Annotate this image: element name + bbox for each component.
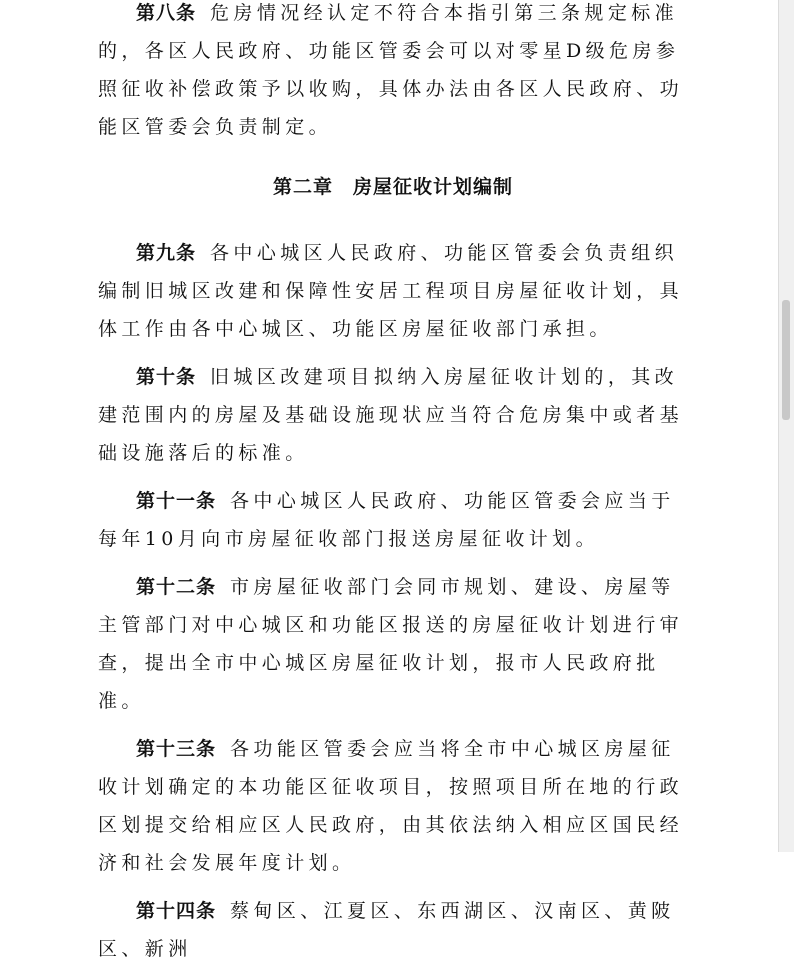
article-text: 蔡甸区、江夏区、东西湖区、汉南区、黄陂区、新洲	[98, 900, 675, 960]
article-text: 市房屋征收部门会同市规划、建设、房屋等主管部门对中心城区和功能区报送的房屋征收计划进行审查，提出全市中心城区房屋征收计划，报市人民政府批准。	[98, 576, 684, 712]
article-text: 各中心城区人民政府、功能区管委会应当于每年10月向市房屋征收部门报送房屋征收计划。	[98, 490, 675, 550]
article-text: 各功能区管委会应当将全市中心城区房屋征收计划确定的本功能区征收项目，按照项目所在地的行政区划提交给相应区人民政府，由其依法纳入相应区国民经济和社会发展年度计划。	[98, 738, 684, 874]
article-number: 第十四条	[136, 900, 217, 922]
scrollbar-thumb[interactable]	[782, 300, 790, 420]
chapter-title: 房屋征收计划编制	[353, 176, 514, 198]
article-number: 第十一条	[136, 490, 217, 512]
article-10	[98, 358, 688, 472]
article-9	[98, 234, 688, 348]
article-number: 第八条	[136, 2, 197, 24]
article-number: 第十三条	[136, 738, 217, 760]
article-8	[98, 0, 688, 146]
article-number: 第十条	[136, 366, 197, 388]
article-text: 危房情况经认定不符合本指引第三条规定标准的，各区人民政府、功能区管委会可以对零星D级危房参照征收补偿政策予以收购，具体办法由各区人民政府、功能区管委会负责制定。	[98, 2, 684, 138]
chapter-heading	[98, 168, 688, 206]
article-number: 第十二条	[136, 576, 217, 598]
article-11	[98, 482, 688, 558]
article-14	[98, 892, 688, 968]
article-13	[98, 730, 688, 882]
article-text: 各中心城区人民政府、功能区管委会负责组织编制旧城区改建和保障性安居工程项目房屋征收计划，具体工作由各中心城区、功能区房屋征收部门承担。	[98, 242, 684, 340]
chapter-number: 第二章	[272, 176, 333, 198]
article-text: 旧城区改建项目拟纳入房屋征收计划的，其改建范围内的房屋及基础设施现状应当符合危房集中或者基础设施落后的标准。	[98, 366, 684, 464]
article-12	[98, 568, 688, 720]
vertical-scrollbar[interactable]	[778, 0, 794, 852]
article-number: 第九条	[136, 242, 197, 264]
document-body	[98, 0, 688, 978]
